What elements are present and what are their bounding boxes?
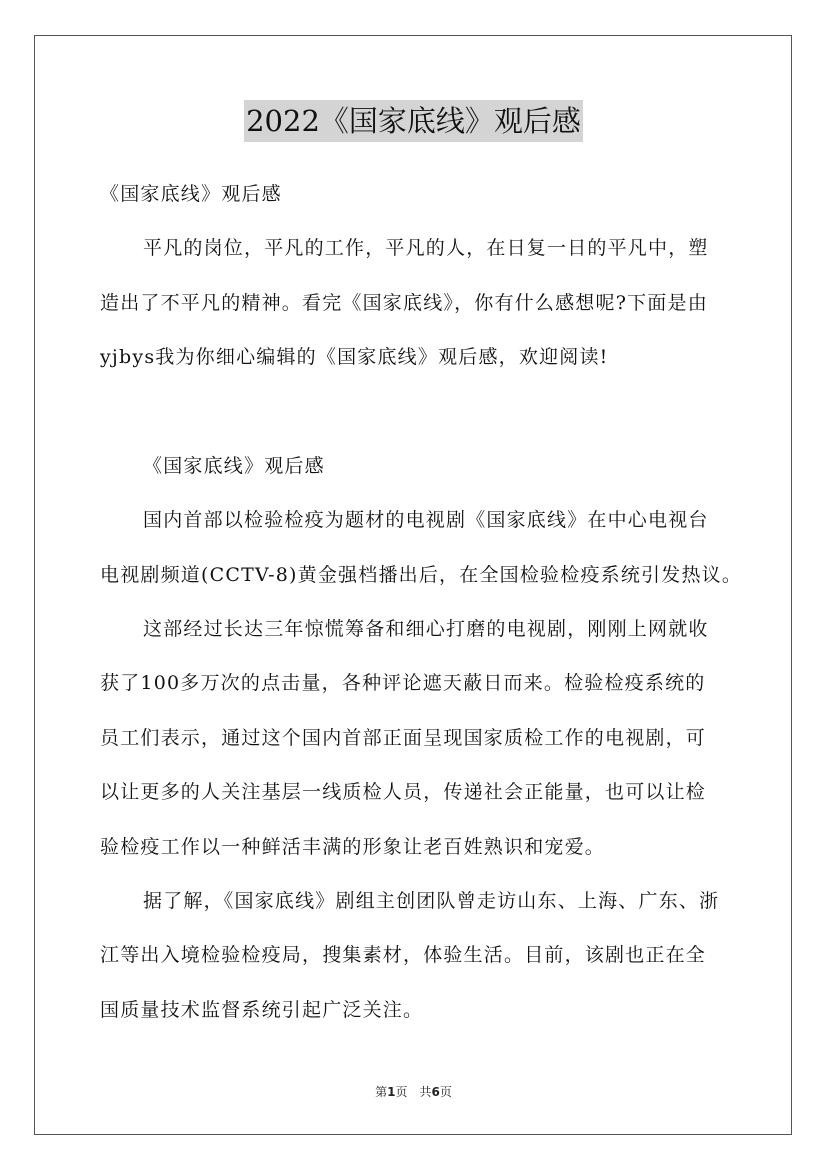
body-line: 以让更多的人关注基层一线质检人员，传递社会正能量，也可以让检 <box>100 781 707 803</box>
footer-mid: 页 共 <box>395 1085 432 1099</box>
footer-page-number: 1 <box>387 1085 396 1099</box>
body-line: 验检疫工作以一种鲜活丰满的形象让老百姓熟识和宠爱。 <box>100 836 606 858</box>
section-heading: 《国家底线》观后感 <box>143 455 325 477</box>
body-line: 国内首部以检验检疫为题材的电视剧《国家底线》在中心电视台 <box>143 509 709 531</box>
body-line: 获了100多万次的点击量，各种评论遮天蔽日而来。检验检疫系统的 <box>100 672 706 694</box>
body-line: 员工们表示，通过这个国内首部正面呈现国家质检工作的电视剧，可 <box>100 727 707 749</box>
intro-line: 造出了不平凡的精神。看完《国家底线》，你有什么感想呢?下面是由 <box>100 292 708 314</box>
intro-line: yjbys我为你细心编辑的《国家底线》观后感，欢迎阅读! <box>100 346 609 368</box>
footer-prefix: 第 <box>375 1085 388 1099</box>
body-line: 据了解，《国家底线》剧组主创团队曾走访山东、上海、广东、浙 <box>143 890 720 912</box>
body-line: 电视剧频道(CCTV-8)黄金强档播出后，在全国检验检疫系统引发热议。 <box>100 564 743 586</box>
footer-total-pages: 6 <box>431 1085 440 1099</box>
body-line: 江等出入境检验检疫局，搜集素材，体验生活。目前，该剧也正在全 <box>100 944 707 966</box>
document-title-wrap <box>0 100 827 142</box>
body-line: 这部经过长达三年惊慌筹备和细心打磨的电视剧，刚刚上网就收 <box>143 618 709 640</box>
footer-suffix: 页 <box>439 1085 452 1099</box>
page-footer <box>0 1083 827 1100</box>
intro-line: 平凡的岗位，平凡的工作，平凡的人，在日复一日的平凡中，塑 <box>143 237 709 259</box>
body-line: 国质量技术监督系统引起广泛关注。 <box>100 999 424 1021</box>
document-title: 2022《国家底线》观后感 <box>244 100 583 142</box>
subtitle: 《国家底线》观后感 <box>100 183 282 205</box>
